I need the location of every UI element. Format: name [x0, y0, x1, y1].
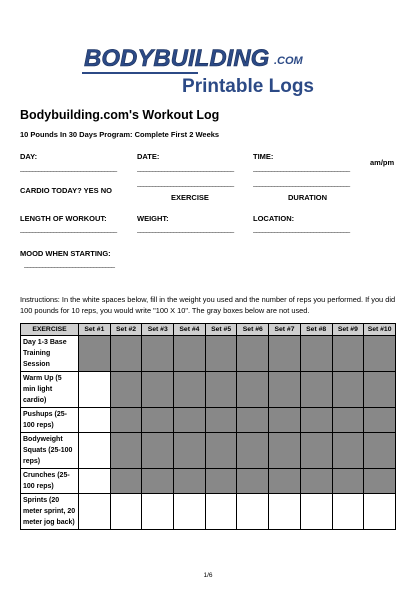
- unused-set-cell: [300, 408, 332, 433]
- logo-text: BODYBUILDING: [84, 45, 270, 72]
- unused-set-cell: [364, 408, 396, 433]
- unused-set-cell: [110, 336, 142, 372]
- unused-set-cell: [269, 336, 301, 372]
- exercise-cell: Bodyweight Squats (25-100 reps): [21, 433, 79, 469]
- program-subtitle: 10 Pounds In 30 Days Program: Complete First 2 Weeks: [20, 130, 220, 139]
- page-title: Bodybuilding.com's Workout Log: [20, 108, 220, 122]
- length-field[interactable]: ________________________________: [20, 226, 117, 233]
- mood-field[interactable]: ______________________________: [24, 261, 115, 268]
- unused-set-cell: [269, 372, 301, 408]
- table-row: [21, 494, 396, 530]
- unused-set-cell: [205, 372, 237, 408]
- unused-set-cell: [237, 433, 269, 469]
- exercise-field[interactable]: ________________________________: [137, 180, 234, 187]
- unused-set-cell: [174, 372, 206, 408]
- unused-set-cell: [205, 336, 237, 372]
- header-set-8: Set #8: [300, 324, 332, 336]
- header-exercise: EXERCISE: [21, 324, 79, 336]
- location-field[interactable]: ________________________________: [253, 226, 350, 233]
- exercise-label: EXERCISE: [171, 193, 209, 202]
- length-label: LENGTH OF WORKOUT:: [20, 214, 107, 223]
- unused-set-cell: [300, 336, 332, 372]
- header-set-4: Set #4: [174, 324, 206, 336]
- weight-field[interactable]: ________________________________: [137, 226, 234, 233]
- unused-set-cell: [110, 408, 142, 433]
- unused-set-cell: [237, 408, 269, 433]
- table-header-row: [21, 324, 396, 336]
- exercise-cell: Warm Up (5 min light cardio): [21, 372, 79, 408]
- unused-set-cell: [174, 469, 206, 494]
- unused-set-cell: [205, 408, 237, 433]
- unused-set-cell: [142, 433, 174, 469]
- logo-tagline: Printable Logs: [182, 76, 314, 97]
- unused-set-cell: [79, 336, 111, 372]
- set-entry-cell[interactable]: [142, 494, 174, 530]
- ampm-label: am/pm: [370, 158, 395, 167]
- exercise-cell: Pushups (25-100 reps): [21, 408, 79, 433]
- set-entry-cell[interactable]: [110, 494, 142, 530]
- set-entry-cell[interactable]: [79, 433, 111, 469]
- unused-set-cell: [174, 336, 206, 372]
- unused-set-cell: [142, 336, 174, 372]
- header-set-1: Set #1: [79, 324, 111, 336]
- unused-set-cell: [332, 408, 364, 433]
- unused-set-cell: [205, 433, 237, 469]
- unused-set-cell: [110, 469, 142, 494]
- set-entry-cell[interactable]: [332, 494, 364, 530]
- unused-set-cell: [300, 372, 332, 408]
- instructions-text: Instructions: In the white spaces below, fill in the weight you used and the number of reps you performed. If you did 100 pounds for 10 reps, you would write "100 X 10". The gray boxes below are not used.: [20, 295, 396, 315]
- header-set-7: Set #7: [269, 324, 301, 336]
- weight-label: WEIGHT:: [137, 214, 169, 223]
- unused-set-cell: [237, 469, 269, 494]
- duration-label: DURATION: [288, 193, 328, 202]
- location-label: LOCATION:: [253, 214, 295, 223]
- exercise-cell: Sprints (20 meter sprint, 20 meter jog back): [21, 494, 79, 530]
- header-set-3: Set #3: [142, 324, 174, 336]
- unused-set-cell: [364, 372, 396, 408]
- table-row: [21, 336, 396, 372]
- set-entry-cell[interactable]: [300, 494, 332, 530]
- unused-set-cell: [142, 372, 174, 408]
- header-set-9: Set #9: [332, 324, 364, 336]
- unused-set-cell: [332, 336, 364, 372]
- table-row: [21, 433, 396, 469]
- day-label: DAY:: [20, 152, 38, 161]
- unused-set-cell: [332, 433, 364, 469]
- header-set-2: Set #2: [110, 324, 142, 336]
- exercise-cell: Crunches (25-100 reps): [21, 469, 79, 494]
- cardio-label: CARDIO TODAY? YES NO: [20, 186, 112, 195]
- table-row: [21, 408, 396, 433]
- unused-set-cell: [332, 372, 364, 408]
- duration-field[interactable]: ________________________________: [253, 180, 350, 187]
- set-entry-cell[interactable]: [174, 494, 206, 530]
- day-field[interactable]: ________________________________: [20, 165, 117, 172]
- header-set-5: Set #5: [205, 324, 237, 336]
- unused-set-cell: [110, 433, 142, 469]
- set-entry-cell[interactable]: [364, 494, 396, 530]
- unused-set-cell: [300, 433, 332, 469]
- unused-set-cell: [269, 469, 301, 494]
- page-number: 1/6: [203, 572, 213, 579]
- unused-set-cell: [237, 336, 269, 372]
- set-entry-cell[interactable]: [79, 469, 111, 494]
- date-field[interactable]: ________________________________: [137, 165, 234, 172]
- header-set-6: Set #6: [237, 324, 269, 336]
- unused-set-cell: [110, 372, 142, 408]
- set-entry-cell[interactable]: [237, 494, 269, 530]
- time-label: TIME:: [253, 152, 274, 161]
- unused-set-cell: [142, 408, 174, 433]
- header-set-10: Set #10: [364, 324, 396, 336]
- set-entry-cell[interactable]: [79, 494, 111, 530]
- unused-set-cell: [300, 469, 332, 494]
- logo-suffix: .COM: [274, 55, 303, 67]
- mood-label: MOOD WHEN STARTING:: [20, 249, 111, 258]
- exercise-cell: Day 1-3 Base Training Session: [21, 336, 79, 372]
- time-field[interactable]: ________________________________: [253, 165, 350, 172]
- unused-set-cell: [174, 408, 206, 433]
- unused-set-cell: [364, 469, 396, 494]
- unused-set-cell: [364, 433, 396, 469]
- unused-set-cell: [269, 408, 301, 433]
- unused-set-cell: [269, 433, 301, 469]
- unused-set-cell: [205, 469, 237, 494]
- date-label: DATE:: [137, 152, 160, 161]
- unused-set-cell: [332, 469, 364, 494]
- set-entry-cell[interactable]: [205, 494, 237, 530]
- set-entry-cell[interactable]: [269, 494, 301, 530]
- unused-set-cell: [174, 433, 206, 469]
- bodybuilding-logo: [78, 42, 318, 98]
- unused-set-cell: [237, 372, 269, 408]
- table-row: [21, 469, 396, 494]
- unused-set-cell: [142, 469, 174, 494]
- unused-set-cell: [364, 336, 396, 372]
- set-entry-cell[interactable]: [79, 408, 111, 433]
- table-row: [21, 372, 396, 408]
- set-entry-cell[interactable]: [79, 372, 111, 408]
- workout-log-table: [20, 323, 396, 530]
